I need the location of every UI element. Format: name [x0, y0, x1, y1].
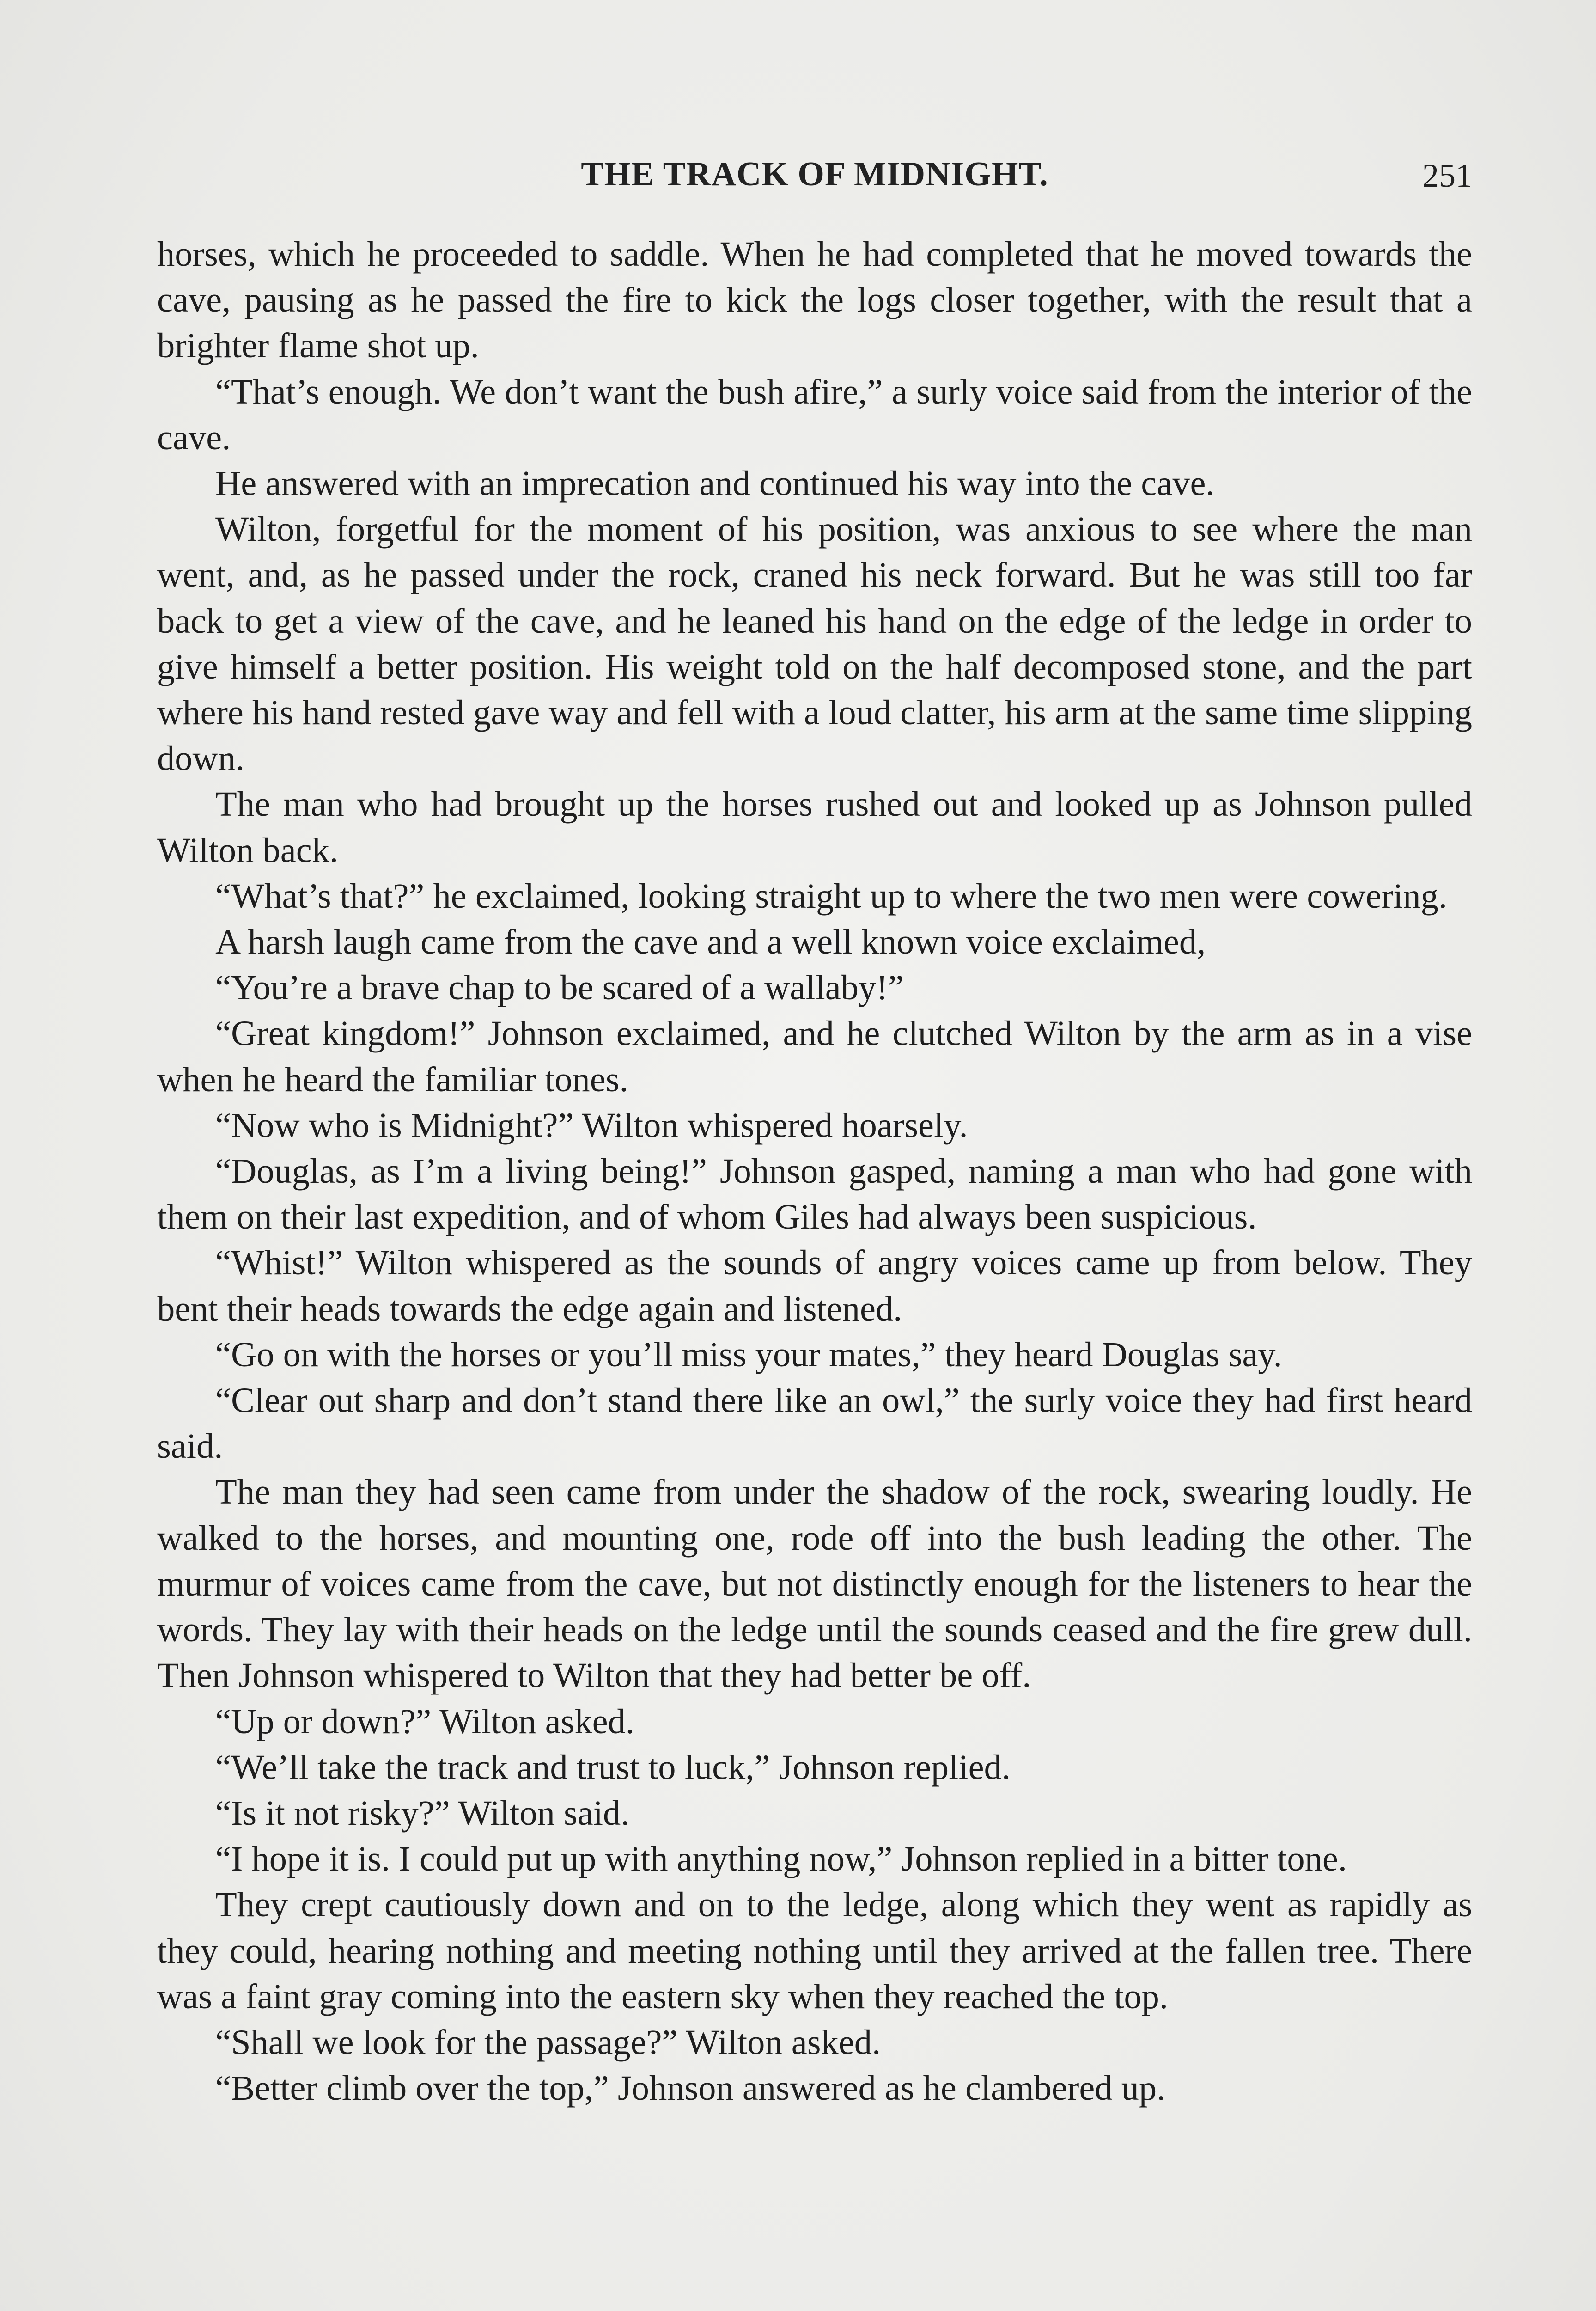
running-head: [157, 155, 1472, 206]
running-title: THE TRACK OF MIDNIGHT.: [581, 155, 1048, 193]
paragraph: “We’ll take the track and trust to luck,” Johnson replied.: [215, 1747, 1011, 1787]
paragraph: “Is it not risky?” Wilton said.: [215, 1793, 630, 1833]
paragraph: Wilton, forgetful for the moment of his position, was anxious to see where the man went, and, as he passed under the rock, craned his neck forward. But he was still too far back to get a view of the cave, and he leaned his hand on the edge of the ledge in order to give himself a better position. His weight told on the half decomposed stone, and the part where his hand rested gave way and fell with a loud clatter, his arm at the same time slipping down.: [157, 509, 1472, 778]
paragraph: “Now who is Midnight?” Wilton whispered hoarsely.: [215, 1105, 968, 1145]
paragraph: horses, which he proceeded to saddle. When he had completed that he moved towards the cave, pausing as he passed the fire to kick the logs closer together, with the result that a brighter flame shot up.: [157, 234, 1472, 366]
paragraph: “Clear out sharp and don’t stand there like an owl,” the surly voice they had first heard said.: [157, 1381, 1472, 1466]
paragraph: “What’s that?” he exclaimed, looking straight up to where the two men were cowering.: [215, 876, 1447, 916]
paragraph: “That’s enough. We don’t want the bush afire,” a surly voice said from the interior of the cave.: [157, 372, 1472, 457]
paragraph: “Go on with the horses or you’ll miss your mates,” they heard Douglas say.: [215, 1334, 1282, 1374]
body-text: [157, 231, 1472, 2111]
page-number: 251: [1422, 157, 1472, 194]
paragraph: “You’re a brave chap to be scared of a wallaby!”: [215, 968, 904, 1008]
paragraph: The man who had brought up the horses rushed out and looked up as Johnson pulled Wilton back.: [157, 784, 1472, 870]
paragraph: They crept cautiously down and on to the ledge, along which they went as rapidly as they could, hearing nothing and meeting nothing until they arrived at the fallen tree. There was a faint gray coming into the eastern sky when they reached the top.: [157, 1885, 1472, 2016]
paragraph: A harsh laugh came from the cave and a well known voice exclaimed,: [215, 922, 1206, 962]
paragraph: “Shall we look for the passage?” Wilton asked.: [215, 2022, 881, 2062]
paragraph: “Great kingdom!” Johnson exclaimed, and he clutched Wilton by the arm as in a vise when he heard the familiar tones.: [157, 1014, 1472, 1099]
paragraph: “Whist!” Wilton whispered as the sounds of angry voices came up from below. They bent their heads towards the edge again and listened.: [157, 1243, 1472, 1328]
paragraph: “Up or down?” Wilton asked.: [215, 1701, 634, 1741]
paragraph: He answered with an imprecation and continued his way into the cave.: [215, 464, 1215, 503]
paragraph: The man they had seen came from under the shadow of the rock, swearing loudly. He walked to the horses, and mounting one, rode off into the bush leading the other. The murmur of voices came from the cave, but not distinctly enough for the listeners to hear the words. They lay with their heads on the ledge until the sounds ceased and the fire grew dull. Then Johnson whispered to Wilton that they had better be off.: [157, 1472, 1472, 1695]
paragraph: “Better climb over the top,” Johnson answered as he clambered up.: [215, 2068, 1166, 2108]
paragraph: “Douglas, as I’m a living being!” Johnson gasped, naming a man who had gone with them on their last expedition, and of whom Giles had always been suspicious.: [157, 1151, 1472, 1237]
paragraph: “I hope it is. I could put up with anything now,” Johnson replied in a bitter tone.: [215, 1839, 1347, 1879]
